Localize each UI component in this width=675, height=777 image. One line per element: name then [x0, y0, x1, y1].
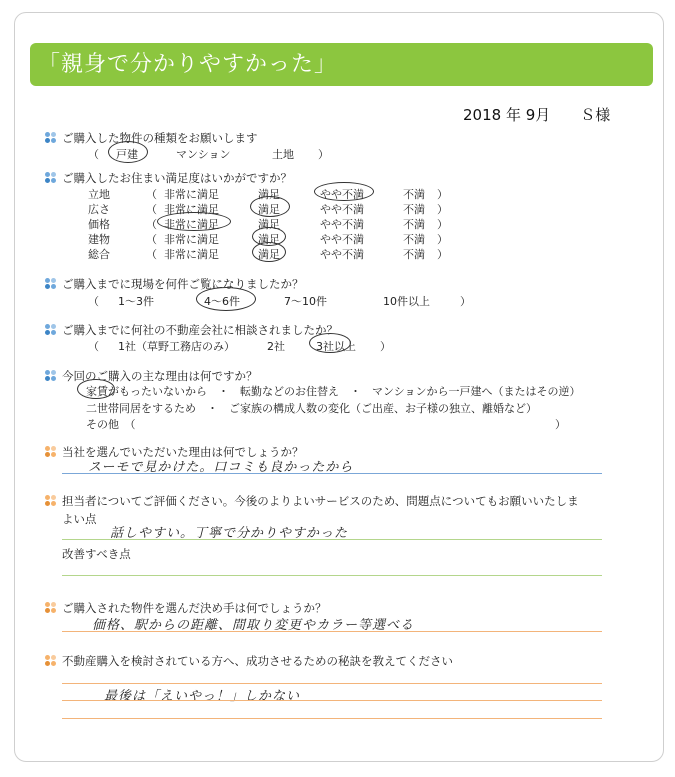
bullet-dots-icon [45, 278, 59, 289]
row-label: 広さ [88, 203, 110, 216]
cell: 不満 [403, 218, 425, 231]
selection-circle [77, 379, 115, 399]
question-advice [45, 653, 453, 669]
cell: 非常に満足 [164, 233, 219, 246]
question-text: 担当者についてご評価ください。今後のよりよいサービスのため、問題点についてもお願いいたしま [62, 494, 579, 508]
question-text: ご購入までに何社の不動産会社に相談されましたか？ [62, 323, 338, 337]
bullet-dots-icon [45, 446, 59, 457]
reason-line-2: 二世帯同居をするため ・ ご家族の構成人数の変化（ご出産、お子様の独立、離婚など） [86, 402, 537, 415]
bullet-dots-icon [45, 172, 59, 183]
cell: やや不満 [320, 248, 364, 261]
paren-open: （ [88, 148, 99, 161]
answer-line [62, 683, 602, 684]
col-somewhat-dissatisfied: やや不満 [320, 188, 364, 201]
cell: 満足 [258, 218, 280, 231]
question-text: ご購入したお住まい満足度はいかがですか？ [62, 171, 292, 185]
question-text: ご購入した物件の種類をお願いします [62, 131, 258, 145]
question-text: ご購入された物件を選んだ決め手は何でしょうか？ [62, 601, 327, 615]
bullet-dots-icon [45, 370, 59, 381]
row-label: 総合 [88, 248, 110, 261]
col-dissatisfied: 不満 [403, 188, 425, 201]
option-3-plus: 3社以上 [316, 340, 356, 353]
question-text: 今回のご購入の主な理由は何ですか？ [62, 369, 258, 383]
cell: 不満 [403, 203, 425, 216]
row-label: 建物 [88, 233, 110, 246]
row-label: 立地 [88, 188, 110, 201]
paren-close: ） [555, 418, 566, 431]
handwritten-answer: スーモで見かけた。口コミも良かったから [88, 460, 354, 475]
bullet-dots-icon [45, 495, 59, 506]
selection-circle [309, 333, 351, 353]
cell: やや不満 [320, 233, 364, 246]
cell: 不満 [403, 248, 425, 261]
answer-line [62, 539, 602, 540]
answer-line [62, 631, 602, 632]
handwritten-answer: 最後は「えいやっ！」しかない [104, 689, 301, 704]
col-satisfied: 満足 [258, 188, 280, 201]
option-10-plus: 10件以上 [383, 295, 430, 308]
bullet-dots-icon [45, 602, 59, 613]
answer-line [62, 718, 602, 719]
reason-other: その他 （ [86, 418, 136, 431]
question-viewings [45, 276, 304, 292]
cell: 非常に満足 [164, 203, 219, 216]
question-staff-evaluation [45, 493, 579, 509]
cell: やや不満 [320, 218, 364, 231]
question-text: ご購入までに現場を何件ご覧になりましたか？ [62, 277, 304, 291]
option-7-10: 7～10件 [284, 295, 327, 308]
question-text: 当社を選んでいただいた理由は何でしょうか？ [62, 445, 304, 459]
cell: やや不満 [320, 203, 364, 216]
row-label: 価格 [88, 218, 110, 231]
question-satisfaction [45, 170, 292, 186]
handwritten-answer: 話しやすい。丁寧で分かりやすかった [110, 526, 349, 541]
option-kodate: 戸建 [116, 148, 138, 161]
answer-line [62, 700, 602, 701]
cell: 満足 [258, 203, 280, 216]
improvement-label: 改善すべき点 [62, 547, 131, 561]
question-reason [45, 368, 258, 384]
cell: 満足 [258, 233, 280, 246]
answer-line [62, 575, 602, 576]
option-1-company: 1社（草野工務店のみ） [118, 340, 235, 353]
handwritten-answer: 価格、駅からの距離、間取り変更やカラー等選べる [92, 618, 415, 633]
selection-circle [252, 242, 286, 262]
col-very-satisfied: 非常に満足 [164, 188, 219, 201]
bullet-dots-icon [45, 655, 59, 666]
page-title: 「親身で分かりやすかった」 [30, 43, 653, 86]
answer-line [62, 473, 602, 474]
selection-circle [108, 141, 148, 163]
bullet-dots-icon [45, 132, 59, 143]
selection-circle [157, 212, 231, 231]
date-and-customer: 2018 年 9月 Ｓ様 [463, 106, 611, 124]
selection-circle [196, 287, 256, 311]
option-1-3: 1～3件 [118, 295, 154, 308]
bullet-dots-icon [45, 324, 59, 335]
good-points-label: よい点 [62, 512, 97, 526]
cell: 満足 [258, 248, 280, 261]
option-4-6: 4～6件 [204, 295, 240, 308]
option-land: 土地 [272, 148, 294, 161]
cell: 非常に満足 [164, 248, 219, 261]
question-text: 不動産購入を検討されている方へ、成功させるための秘訣を教えてください [62, 654, 453, 668]
reason-line-1: 家賃がもったいないから ・ 転勤などのお住替え ・ マンションから一戸建へ（またはその逆） [86, 385, 581, 398]
option-mansion: マンション [176, 148, 231, 161]
selection-circle [250, 196, 290, 217]
option-2-companies: 2社 [267, 340, 285, 353]
selection-circle [314, 182, 374, 201]
cell: 不満 [403, 233, 425, 246]
paren-close: ） [318, 148, 329, 161]
question-agencies [45, 322, 338, 338]
question-property-type [45, 130, 258, 146]
cell: 非常に満足 [164, 218, 219, 231]
